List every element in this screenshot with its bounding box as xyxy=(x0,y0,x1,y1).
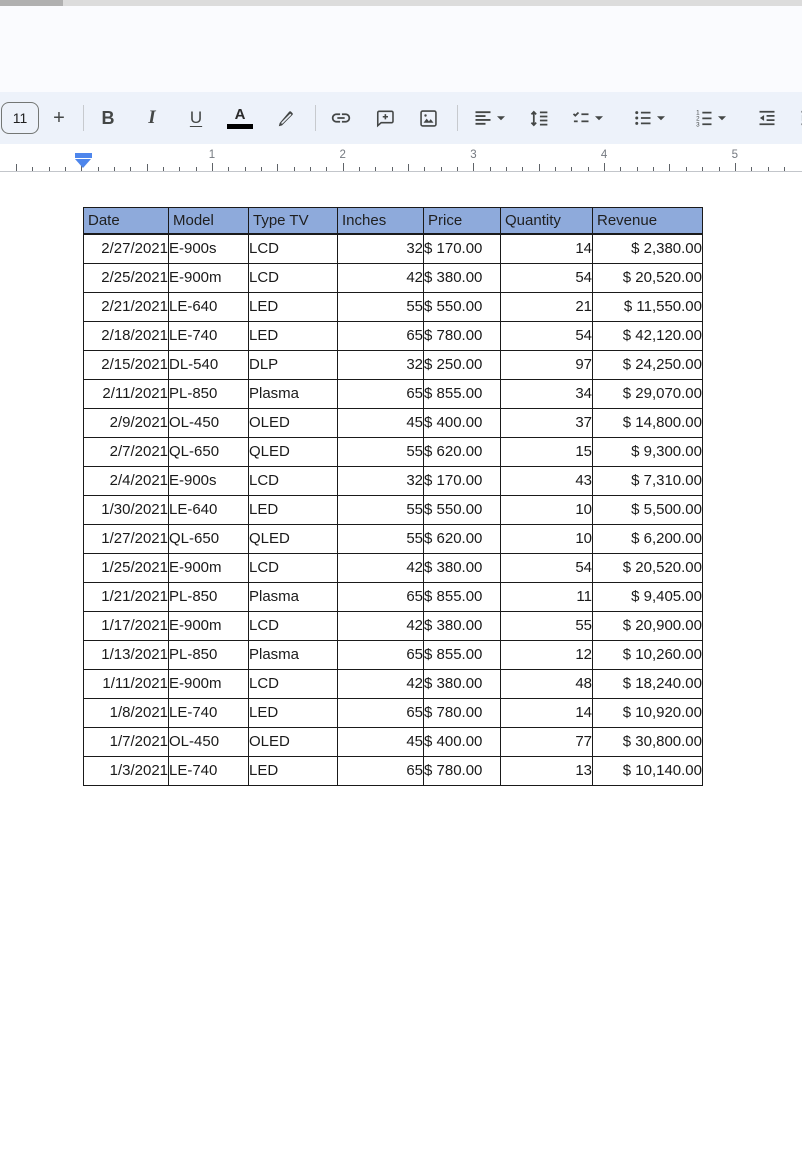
table-row xyxy=(84,409,703,438)
cell-model[interactable]: E-900s xyxy=(169,234,249,264)
italic-button[interactable] xyxy=(135,92,169,144)
cell-date[interactable]: 1/3/2021 xyxy=(84,757,169,786)
outdent-button[interactable] xyxy=(750,92,784,144)
cell-date[interactable]: 1/13/2021 xyxy=(84,641,169,670)
ruler-tick xyxy=(653,167,654,172)
highlight-icon xyxy=(276,108,297,129)
header-cell-model[interactable]: Model xyxy=(169,208,249,235)
cell-type[interactable]: QLED xyxy=(249,438,338,467)
ruler-tick xyxy=(98,167,99,172)
chevron-down-icon xyxy=(656,115,666,122)
bullet-list-button[interactable] xyxy=(626,92,672,144)
ruler-tick xyxy=(245,167,246,172)
ruler-tick xyxy=(343,163,344,171)
cell-type[interactable]: LCD xyxy=(249,670,338,699)
cell-inches[interactable]: 32 xyxy=(338,351,424,380)
cell-price[interactable]: $ 620.00 xyxy=(424,438,501,467)
ruler-tick xyxy=(735,163,736,171)
cell-type[interactable]: LCD xyxy=(249,467,338,496)
cell-inches[interactable]: 55 xyxy=(338,438,424,467)
ruler-tick xyxy=(669,164,670,171)
line-spacing-button[interactable] xyxy=(522,92,556,144)
ruler-tick xyxy=(473,163,474,171)
table-body xyxy=(84,234,703,786)
cell-date[interactable]: 2/15/2021 xyxy=(84,351,169,380)
ruler-tick xyxy=(392,167,393,172)
cell-inches[interactable]: 42 xyxy=(338,612,424,641)
cell-model[interactable]: OL-450 xyxy=(169,409,249,438)
table-row xyxy=(84,351,703,380)
ruler-tick xyxy=(16,164,17,171)
header-cell-revenue[interactable]: Revenue xyxy=(593,208,703,235)
cell-model[interactable]: QL-650 xyxy=(169,438,249,467)
ruler-tick xyxy=(179,167,180,172)
cell-type[interactable]: LED xyxy=(249,699,338,728)
ruler-tick xyxy=(359,167,360,172)
ruler-number: 1 xyxy=(208,149,216,161)
cell-type[interactable]: LED xyxy=(249,322,338,351)
ruler-tick xyxy=(114,167,115,172)
ruler-tick xyxy=(326,167,327,172)
cell-model[interactable]: PL-850 xyxy=(169,641,249,670)
ruler-tick xyxy=(294,167,295,172)
comment-icon xyxy=(374,108,395,129)
table-row xyxy=(84,467,703,496)
cell-date[interactable]: 1/8/2021 xyxy=(84,699,169,728)
toolbar-divider xyxy=(457,105,458,131)
cell-model[interactable]: E-900m xyxy=(169,612,249,641)
table-row xyxy=(84,728,703,757)
cell-date[interactable]: 1/11/2021 xyxy=(84,670,169,699)
toolbar-divider xyxy=(83,105,84,131)
left-indent-marker[interactable] xyxy=(75,159,91,168)
cell-model[interactable]: OL-450 xyxy=(169,728,249,757)
cell-type[interactable]: Plasma xyxy=(249,380,338,409)
ruler-tick xyxy=(522,167,523,172)
cell-price[interactable]: $ 780.00 xyxy=(424,699,501,728)
cell-revenue[interactable]: $ 29,070.00 xyxy=(593,380,703,409)
header-cell-price[interactable]: Price xyxy=(424,208,501,235)
align-button[interactable] xyxy=(466,92,512,144)
cell-type[interactable]: LED xyxy=(249,496,338,525)
chevron-down-icon xyxy=(594,115,604,122)
svg-text:2: 2 xyxy=(695,115,700,123)
cell-qty[interactable]: 43 xyxy=(501,467,593,496)
cell-inches[interactable]: 65 xyxy=(338,641,424,670)
cell-date[interactable]: 1/27/2021 xyxy=(84,525,169,554)
cell-price[interactable]: $ 380.00 xyxy=(424,612,501,641)
cell-type[interactable]: LCD xyxy=(249,554,338,583)
cell-type[interactable]: OLED xyxy=(249,728,338,757)
underline-button[interactable] xyxy=(179,92,213,144)
header-cell-type[interactable]: Type TV xyxy=(249,208,338,235)
ruler-number: 3 xyxy=(470,149,477,161)
cell-date[interactable]: 1/21/2021 xyxy=(84,583,169,612)
cell-date[interactable]: 2/21/2021 xyxy=(84,293,169,322)
cell-date[interactable]: 2/18/2021 xyxy=(84,322,169,351)
comment-button[interactable] xyxy=(367,92,401,144)
cell-price[interactable]: $ 550.00 xyxy=(424,293,501,322)
cell-inches[interactable]: 42 xyxy=(338,264,424,293)
cell-revenue[interactable]: $ 14,800.00 xyxy=(593,409,703,438)
ruler-tick xyxy=(228,167,229,172)
cell-inches[interactable]: 42 xyxy=(338,554,424,583)
cell-revenue[interactable]: $ 9,300.00 xyxy=(593,438,703,467)
cell-date[interactable]: 1/17/2021 xyxy=(84,612,169,641)
chevron-down-icon xyxy=(717,115,727,122)
ruler-tick xyxy=(147,164,148,171)
ruler-tick xyxy=(130,167,131,172)
cell-revenue[interactable]: $ 5,500.00 xyxy=(593,496,703,525)
ruler-tick xyxy=(457,167,458,172)
cell-model[interactable]: DL-540 xyxy=(169,351,249,380)
checklist-button[interactable] xyxy=(564,92,610,144)
cell-type[interactable]: DLP xyxy=(249,351,338,380)
cell-revenue[interactable]: $ 10,140.00 xyxy=(593,757,703,786)
cell-date[interactable]: 1/25/2021 xyxy=(84,554,169,583)
ruler-tick xyxy=(506,167,507,172)
ruler-tick xyxy=(277,164,278,171)
bold-icon: B xyxy=(101,107,115,128)
bold-button[interactable] xyxy=(91,92,125,144)
cell-date[interactable]: 2/9/2021 xyxy=(84,409,169,438)
table-row xyxy=(84,264,703,293)
indent-marker[interactable] xyxy=(75,153,92,168)
svg-text:3: 3 xyxy=(695,121,700,128)
plus-icon: + xyxy=(53,106,65,129)
ruler-tick xyxy=(261,167,262,172)
ruler-tick xyxy=(310,167,311,172)
cell-price[interactable]: $ 400.00 xyxy=(424,409,501,438)
line-spacing-icon xyxy=(529,108,550,129)
first-line-indent-marker[interactable] xyxy=(75,153,92,158)
ruler-tick xyxy=(571,167,572,172)
svg-text:1: 1 xyxy=(695,109,700,117)
ruler-tick xyxy=(588,167,589,172)
table-row xyxy=(84,670,703,699)
header-cell-inches[interactable]: Inches xyxy=(338,208,424,235)
cell-price[interactable]: $ 855.00 xyxy=(424,641,501,670)
cell-date[interactable]: 2/25/2021 xyxy=(84,264,169,293)
ruler-number: 2 xyxy=(339,149,346,161)
table-row xyxy=(84,699,703,728)
cell-price[interactable]: $ 780.00 xyxy=(424,757,501,786)
header-cell-date[interactable]: Date xyxy=(84,208,169,235)
cell-model[interactable]: E-900m xyxy=(169,670,249,699)
cell-qty[interactable]: 34 xyxy=(501,380,593,409)
cell-inches[interactable]: 65 xyxy=(338,757,424,786)
table-row xyxy=(84,612,703,641)
cell-qty[interactable]: 11 xyxy=(501,583,593,612)
table-row xyxy=(84,380,703,409)
table-row xyxy=(84,496,703,525)
bullet-list-icon xyxy=(633,108,653,128)
cell-qty[interactable]: 12 xyxy=(501,641,593,670)
cell-qty[interactable]: 54 xyxy=(501,264,593,293)
cell-model[interactable]: LE-640 xyxy=(169,293,249,322)
highlight-button[interactable] xyxy=(269,92,303,144)
cell-date[interactable]: 2/4/2021 xyxy=(84,467,169,496)
ruler-tick xyxy=(196,167,197,172)
ruler-tick xyxy=(637,167,638,172)
numbered-list-button[interactable] xyxy=(687,92,733,144)
align-left-icon xyxy=(473,108,493,128)
cell-price[interactable]: $ 170.00 xyxy=(424,467,501,496)
cell-date[interactable]: 2/7/2021 xyxy=(84,438,169,467)
cell-qty[interactable]: 77 xyxy=(501,728,593,757)
increase-font-button[interactable] xyxy=(42,92,76,144)
formatting-toolbar xyxy=(0,92,802,144)
cell-type[interactable]: LCD xyxy=(249,234,338,264)
cell-price[interactable]: $ 170.00 xyxy=(424,234,501,264)
cell-model[interactable]: PL-850 xyxy=(169,583,249,612)
cell-revenue[interactable]: $ 18,240.00 xyxy=(593,670,703,699)
cell-revenue[interactable]: $ 20,520.00 xyxy=(593,554,703,583)
cell-price[interactable]: $ 250.00 xyxy=(424,351,501,380)
cell-revenue[interactable]: $ 20,900.00 xyxy=(593,612,703,641)
cell-qty[interactable]: 14 xyxy=(501,234,593,264)
cell-inches[interactable]: 55 xyxy=(338,293,424,322)
cell-model[interactable]: E-900m xyxy=(169,264,249,293)
cell-qty[interactable]: 15 xyxy=(501,438,593,467)
cell-qty[interactable]: 48 xyxy=(501,670,593,699)
cell-inches[interactable]: 65 xyxy=(338,322,424,351)
ruler-tick xyxy=(49,167,50,172)
cell-model[interactable]: PL-850 xyxy=(169,380,249,409)
checklist-icon xyxy=(571,108,591,128)
cell-model[interactable]: QL-650 xyxy=(169,525,249,554)
ruler-tick xyxy=(719,167,720,172)
ruler-tick xyxy=(490,167,491,172)
cell-price[interactable]: $ 400.00 xyxy=(424,728,501,757)
indent-button[interactable] xyxy=(792,92,802,144)
cell-inches[interactable]: 65 xyxy=(338,583,424,612)
ruler-tick xyxy=(751,167,752,172)
cell-price[interactable]: $ 855.00 xyxy=(424,380,501,409)
cell-model[interactable]: LE-740 xyxy=(169,757,249,786)
cell-type[interactable]: Plasma xyxy=(249,583,338,612)
cell-revenue[interactable]: $ 6,200.00 xyxy=(593,525,703,554)
cell-revenue[interactable]: $ 11,550.00 xyxy=(593,293,703,322)
ruler-tick xyxy=(408,164,409,171)
table-row xyxy=(84,583,703,612)
image-button[interactable] xyxy=(411,92,445,144)
header-area xyxy=(0,6,802,92)
cell-revenue[interactable]: $ 9,405.00 xyxy=(593,583,703,612)
ruler-tick xyxy=(702,167,703,172)
cell-date[interactable]: 2/27/2021 xyxy=(84,234,169,264)
cell-qty[interactable]: 13 xyxy=(501,757,593,786)
cell-model[interactable]: LE-740 xyxy=(169,699,249,728)
ruler-tick xyxy=(212,163,213,171)
cell-price[interactable]: $ 620.00 xyxy=(424,525,501,554)
cell-inches[interactable]: 65 xyxy=(338,699,424,728)
cell-date[interactable]: 1/30/2021 xyxy=(84,496,169,525)
cell-inches[interactable]: 32 xyxy=(338,234,424,264)
cell-revenue[interactable]: $ 20,520.00 xyxy=(593,264,703,293)
cell-price[interactable]: $ 855.00 xyxy=(424,583,501,612)
chevron-down-icon xyxy=(496,115,506,122)
cell-qty[interactable]: 10 xyxy=(501,525,593,554)
cell-qty[interactable]: 55 xyxy=(501,612,593,641)
cell-qty[interactable]: 10 xyxy=(501,496,593,525)
table-row xyxy=(84,641,703,670)
cell-date[interactable]: 1/7/2021 xyxy=(84,728,169,757)
text-color-button[interactable] xyxy=(223,92,257,144)
cell-price[interactable]: $ 380.00 xyxy=(424,264,501,293)
cell-revenue[interactable]: $ 42,120.00 xyxy=(593,322,703,351)
cell-price[interactable]: $ 780.00 xyxy=(424,322,501,351)
ruler-tick xyxy=(375,167,376,172)
cell-model[interactable]: LE-740 xyxy=(169,322,249,351)
cell-model[interactable]: E-900s xyxy=(169,467,249,496)
ruler-tick xyxy=(604,163,605,171)
cell-type[interactable]: OLED xyxy=(249,409,338,438)
ruler-tick xyxy=(163,167,164,172)
cell-model[interactable]: E-900m xyxy=(169,554,249,583)
table-row xyxy=(84,438,703,467)
cell-type[interactable]: QLED xyxy=(249,525,338,554)
ruler-tick xyxy=(32,167,33,172)
header-cell-quantity[interactable]: Quantity xyxy=(501,208,593,235)
cell-revenue[interactable]: $ 10,260.00 xyxy=(593,641,703,670)
cell-qty[interactable]: 37 xyxy=(501,409,593,438)
underline-icon: U xyxy=(189,108,203,127)
font-size-input[interactable] xyxy=(1,102,39,134)
text-color-icon: A xyxy=(227,107,253,129)
link-icon xyxy=(330,107,352,129)
cell-price[interactable]: $ 550.00 xyxy=(424,496,501,525)
cell-inches[interactable]: 42 xyxy=(338,670,424,699)
cell-type[interactable]: LED xyxy=(249,293,338,322)
ruler-tick xyxy=(424,167,425,172)
cell-qty[interactable]: 21 xyxy=(501,293,593,322)
table-row xyxy=(84,322,703,351)
ruler-tick xyxy=(65,167,66,172)
cell-qty[interactable]: 97 xyxy=(501,351,593,380)
cell-inches[interactable]: 55 xyxy=(338,496,424,525)
cell-inches[interactable]: 45 xyxy=(338,728,424,757)
ruler-tick xyxy=(686,167,687,172)
cell-type[interactable]: LED xyxy=(249,757,338,786)
ruler-tick xyxy=(768,167,769,172)
link-button[interactable] xyxy=(324,92,358,144)
table-header-row xyxy=(84,208,703,235)
cell-date[interactable]: 2/11/2021 xyxy=(84,380,169,409)
ruler-tick xyxy=(784,167,785,172)
ruler-number: 5 xyxy=(731,149,738,161)
cell-inches[interactable]: 32 xyxy=(338,467,424,496)
table-row xyxy=(84,525,703,554)
cell-inches[interactable]: 45 xyxy=(338,409,424,438)
cell-type[interactable]: Plasma xyxy=(249,641,338,670)
ruler-tick xyxy=(555,167,556,172)
toolbar-divider xyxy=(315,105,316,131)
cell-price[interactable]: $ 380.00 xyxy=(424,554,501,583)
numbered-list-icon xyxy=(694,108,714,128)
table-row xyxy=(84,554,703,583)
document-table xyxy=(83,207,703,786)
cell-revenue[interactable]: $ 24,250.00 xyxy=(593,351,703,380)
ruler-tick xyxy=(539,164,540,171)
cell-revenue[interactable]: $ 30,800.00 xyxy=(593,728,703,757)
cell-revenue[interactable]: $ 7,310.00 xyxy=(593,467,703,496)
cell-inches[interactable]: 55 xyxy=(338,525,424,554)
cell-type[interactable]: LCD xyxy=(249,264,338,293)
cell-type[interactable]: LCD xyxy=(249,612,338,641)
cell-revenue[interactable]: $ 10,920.00 xyxy=(593,699,703,728)
cell-price[interactable]: $ 380.00 xyxy=(424,670,501,699)
table-row xyxy=(84,234,703,264)
table-row xyxy=(84,757,703,786)
cell-qty[interactable]: 54 xyxy=(501,322,593,351)
table-row xyxy=(84,293,703,322)
outdent-icon xyxy=(757,108,777,128)
ruler-number: 4 xyxy=(600,149,608,161)
ruler[interactable] xyxy=(0,146,802,172)
italic-icon: I xyxy=(148,107,156,128)
cell-inches[interactable]: 65 xyxy=(338,380,424,409)
ruler-tick xyxy=(441,167,442,172)
image-icon xyxy=(418,108,439,129)
cell-revenue[interactable]: $ 2,380.00 xyxy=(593,234,703,264)
cell-model[interactable]: LE-640 xyxy=(169,496,249,525)
cell-qty[interactable]: 54 xyxy=(501,554,593,583)
cell-qty[interactable]: 14 xyxy=(501,699,593,728)
ruler-tick xyxy=(620,167,621,172)
